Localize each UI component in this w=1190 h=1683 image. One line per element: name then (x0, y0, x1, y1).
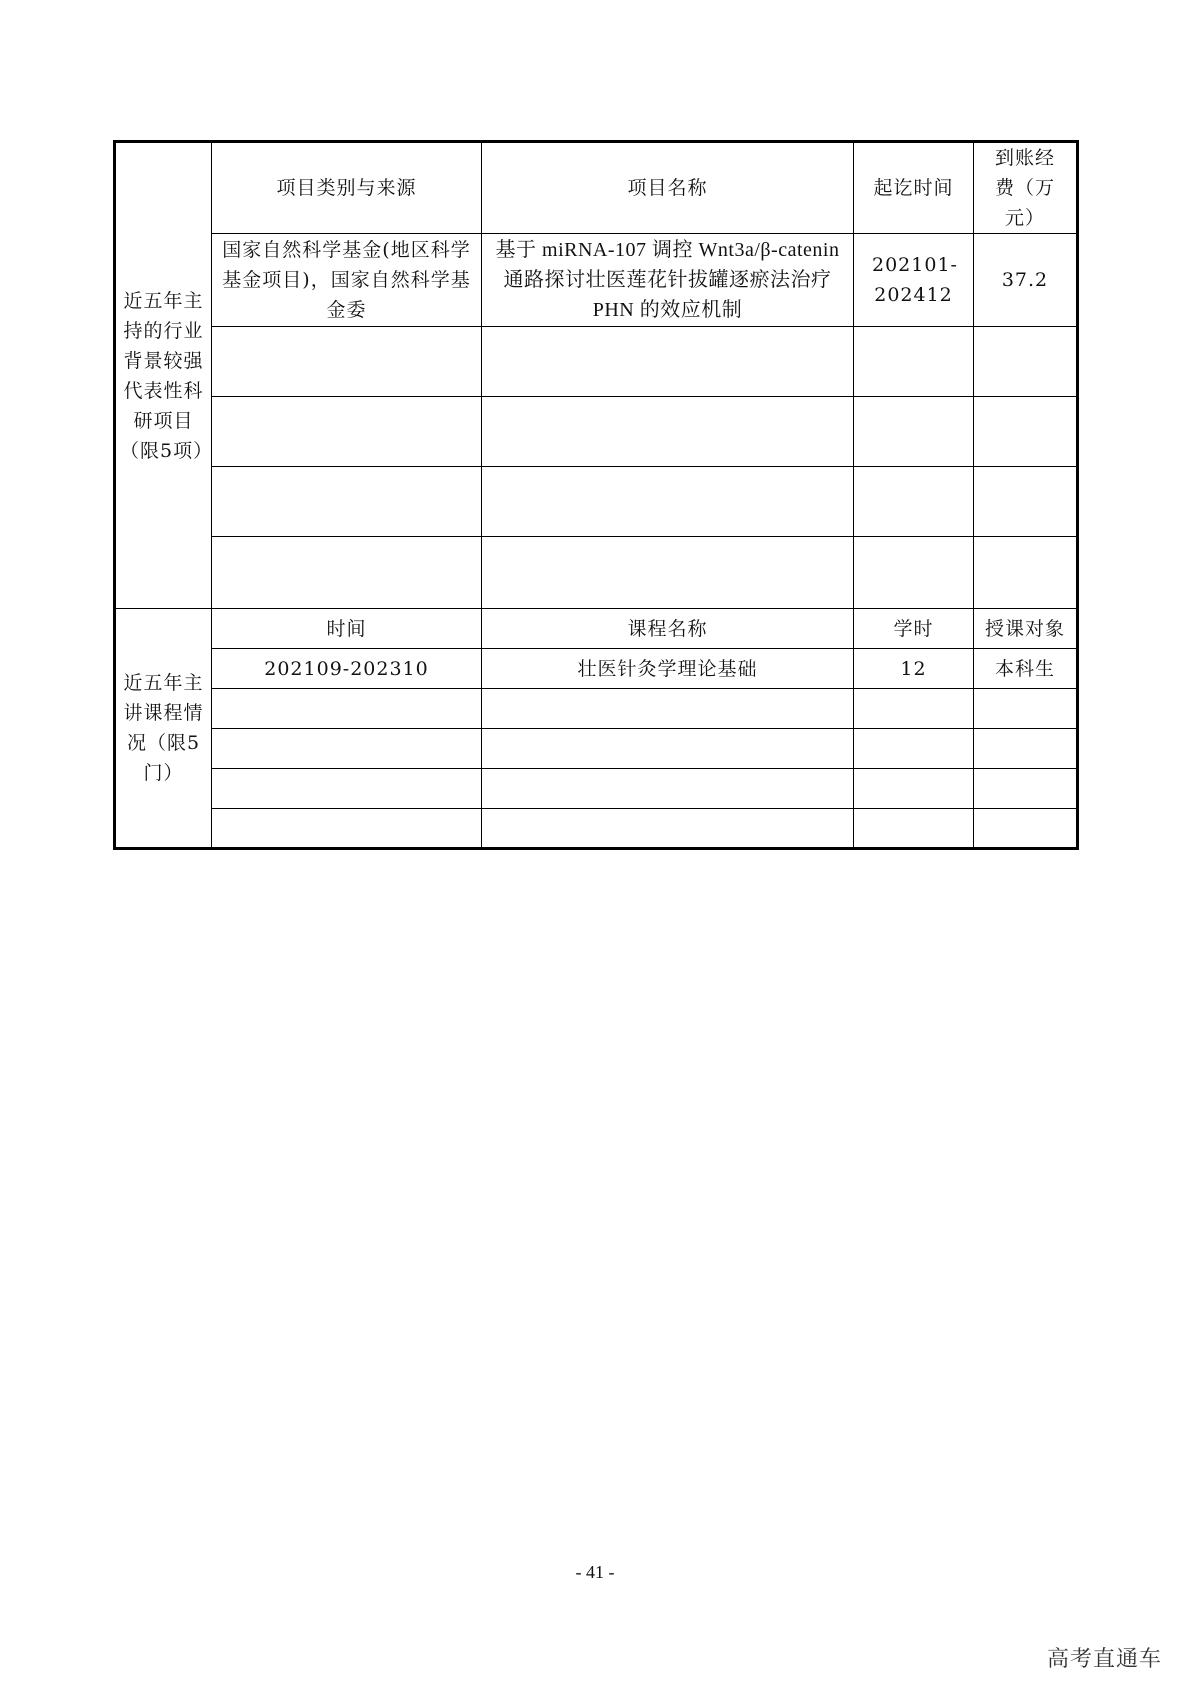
course-name (482, 769, 854, 809)
project-period (854, 327, 974, 397)
project-row (115, 467, 1078, 537)
course-name (482, 809, 854, 849)
course-audience: 本科生 (974, 649, 1078, 689)
project-category (212, 467, 482, 537)
project-row (115, 234, 1078, 327)
courses-section-label: 近五年主 讲课程情 况（限5 门） (115, 609, 212, 849)
course-hours: 12 (854, 649, 974, 689)
project-row (115, 537, 1078, 609)
course-row (115, 689, 1078, 729)
project-funding (974, 537, 1078, 609)
header-funding: 到账经费（万元） (974, 142, 1078, 234)
course-time (212, 769, 482, 809)
watermark-text: 高考直通车 (1046, 1647, 1162, 1672)
course-row (115, 769, 1078, 809)
project-category: 国家自然科学基金(地区科学基金项目)，国家自然科学基金委 (212, 234, 482, 327)
course-audience (974, 729, 1078, 769)
header-project-name: 项目名称 (482, 142, 854, 234)
project-category (212, 327, 482, 397)
project-funding (974, 467, 1078, 537)
project-name: 基于 miRNA-107 调控 Wnt3a/β-catenin 通路探讨壮医莲花针拔罐逐瘀法治疗 PHN 的效应机制 (482, 234, 854, 327)
research-section-label: 近五年主 持的行业 背景较强 代表性科 研项目 （限5项） (115, 142, 212, 609)
project-period (854, 537, 974, 609)
page-number: - 41 - (575, 1562, 615, 1582)
course-name: 壮医针灸学理论基础 (482, 649, 854, 689)
project-row (115, 397, 1078, 467)
project-period (854, 397, 974, 467)
course-name (482, 729, 854, 769)
project-funding (974, 397, 1078, 467)
course-time (212, 689, 482, 729)
course-hours (854, 809, 974, 849)
header-hours: 学时 (854, 609, 974, 649)
project-name (482, 537, 854, 609)
project-name (482, 397, 854, 467)
project-period (854, 467, 974, 537)
project-category (212, 537, 482, 609)
course-row (115, 809, 1078, 849)
course-audience (974, 809, 1078, 849)
course-audience (974, 689, 1078, 729)
course-time (212, 809, 482, 849)
header-audience: 授课对象 (974, 609, 1078, 649)
project-name (482, 467, 854, 537)
header-period: 起讫时间 (854, 142, 974, 234)
project-period: 202101-202412 (854, 234, 974, 327)
research-teaching-table (113, 140, 1079, 850)
project-name (482, 327, 854, 397)
project-category (212, 397, 482, 467)
header-project-category: 项目类别与来源 (212, 142, 482, 234)
project-row (115, 327, 1078, 397)
course-time: 202109-202310 (212, 649, 482, 689)
course-hours (854, 769, 974, 809)
course-row (115, 649, 1078, 689)
course-row (115, 729, 1078, 769)
course-hours (854, 729, 974, 769)
course-hours (854, 689, 974, 729)
project-funding (974, 327, 1078, 397)
course-time (212, 729, 482, 769)
project-funding: 37.2 (974, 234, 1078, 327)
course-audience (974, 769, 1078, 809)
header-course-name: 课程名称 (482, 609, 854, 649)
header-course-time: 时间 (212, 609, 482, 649)
course-name (482, 689, 854, 729)
